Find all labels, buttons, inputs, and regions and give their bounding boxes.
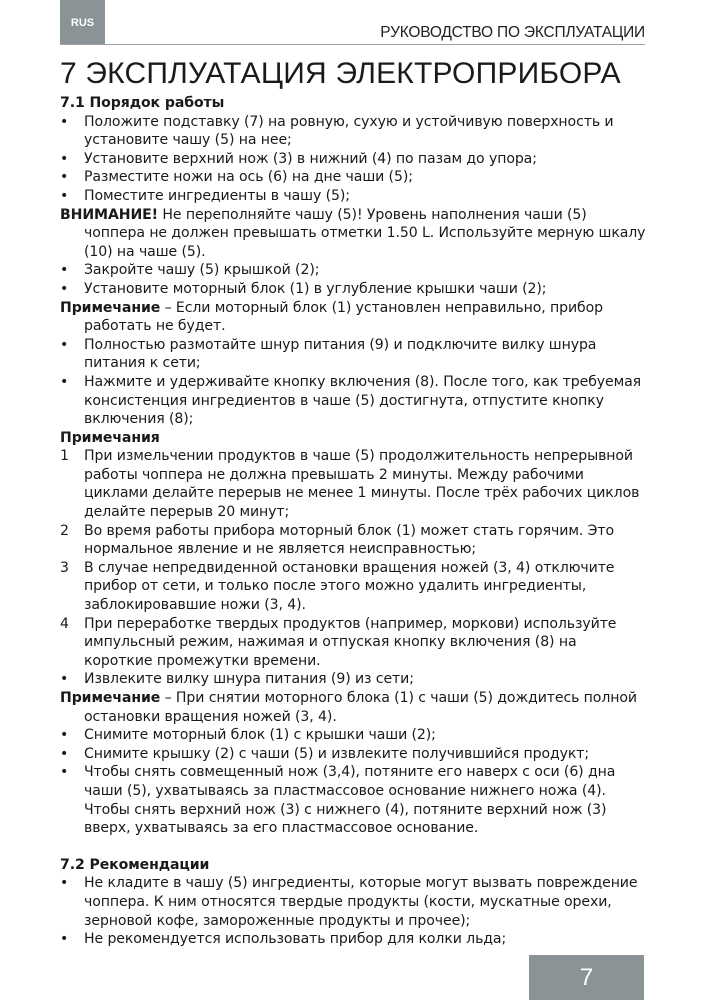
bullet-marker: • <box>60 169 69 186</box>
numbered-note-item <box>60 447 646 521</box>
bullet-marker: • <box>60 373 69 390</box>
warning-text: Не переполняйте чашу (5)! Уровень наполнения чаши (5) чоппера не должен превышать отметки 1.50 L. Используйте мерную шкалу (10) на чаше (5). <box>84 206 646 260</box>
bullet-item <box>60 373 646 429</box>
bullet-text: Не кладите в чашу (5) ингредиенты, которые могут вызвать повреждение чоппера. К ним относятся твердые продукты (кости, мускатные орехи, зерновой кофе, замороженные продукты и прочее); <box>84 875 638 929</box>
page-number-tab <box>529 955 644 1000</box>
bullet-item <box>60 763 646 837</box>
numbered-notes-list <box>60 447 646 670</box>
bullet-list-b <box>60 261 646 298</box>
numbered-note-item <box>60 615 646 671</box>
bullet-item <box>60 187 646 206</box>
language-tab <box>60 0 105 45</box>
section-heading-recommendations: 7.2 Рекомендации <box>60 856 210 873</box>
bullet-item <box>60 280 646 299</box>
note-text-1: – Если моторный блок (1) установлен неправильно, прибор работать не будет. <box>84 299 603 335</box>
bullet-text: Установите моторный блок (1) в углубление крышки чаши (2); <box>84 280 547 297</box>
bullet-item <box>60 336 646 373</box>
note-number: 1 <box>60 448 69 465</box>
bullet-marker: • <box>60 262 69 279</box>
bullet-list-a <box>60 113 646 206</box>
note-text: Во время работы прибора моторный блок (1) может стать горячим. Это нормальное явление и не является неисправностью; <box>84 522 614 558</box>
bullet-text: Поместите ингредиенты в чашу (5); <box>84 187 350 204</box>
bullet-text: Снимите моторный блок (1) с крышки чаши (2); <box>84 727 436 744</box>
bullet-text: Снимите крышку (2) с чаши (5) и извлеките получившийся продукт; <box>84 745 590 762</box>
bullet-item <box>60 113 646 150</box>
note-label-2: Примечание <box>60 690 161 706</box>
notes-heading: Примечания <box>60 429 160 446</box>
bullet-item <box>60 930 646 949</box>
bullet-marker: • <box>60 764 69 781</box>
bullet-marker: • <box>60 187 69 204</box>
note-text: При переработке твердых продуктов (например, моркови) используйте импульсный режим, нажимая и отпуская кнопку включения (8) на короткие промежутки времени. <box>84 615 617 669</box>
warning-label: ВНИМАНИЕ! <box>60 206 159 223</box>
bullet-item <box>60 261 646 280</box>
bullet-marker: • <box>60 280 69 297</box>
note-paragraph-2 <box>60 689 646 726</box>
chapter-title: 7 ЭКСПЛУАТАЦИЯ ЭЛЕКТРОПРИБОРА <box>60 57 621 90</box>
note-number: 4 <box>60 615 69 632</box>
note-number: 2 <box>60 522 69 539</box>
bullet-marker: • <box>60 745 69 762</box>
section-heading-operation: 7.1 Порядок работы <box>60 95 225 111</box>
bullet-marker: • <box>60 113 69 130</box>
bullet-item <box>60 745 646 764</box>
bullet-text: Полностью размотайте шнур питания (9) и подключите вилку шнура питания к сети; <box>84 336 597 372</box>
note-text: При измельчении продуктов в чаше (5) продолжительность непрерывной работы чоппера не должна превышать 2 минуты. Между рабочими циклами делайте перерыв не менее 1 минуты. После трёх рабочих циклов делайте перерыв 20 минут; <box>84 448 640 521</box>
page-content <box>60 94 646 949</box>
bullet-list-c <box>60 336 646 429</box>
bullet-text: Установите верхний нож (3) в нижний (4) по пазам до упора; <box>84 150 537 167</box>
bullet-list-recommendations <box>60 874 646 948</box>
language-label: RUS <box>70 16 95 29</box>
bullet-marker: • <box>60 875 69 892</box>
note-text: В случае непредвиденной остановки вращения ножей (3, 4) отключите прибор от сети, и только после этого можно удалить ингредиенты, заблокировавшие ножи (3, 4). <box>84 559 615 614</box>
bullet-text: Чтобы снять совмещенный нож (3,4), потяните его наверх с оси (6) дна чаши (5), ухватываясь за пластмассовое основание нижнего ножа (4). Чтобы снять верхний нож (3) с нижнего (4), потяните верхний нож (3) вверх, ухватываясь за его пластмассовое основание. <box>84 764 616 837</box>
bullet-text: Извлеките вилку шнура питания (9) из сети; <box>84 671 414 688</box>
bullet-item <box>60 874 646 930</box>
bullet-marker: • <box>60 671 69 688</box>
bullet-text: Не рекомендуется использовать прибор для колки льда; <box>84 931 507 948</box>
bullet-marker: • <box>60 150 69 167</box>
note-text-2: – При снятии моторного блока (1) с чаши (5) дождитесь полной остановки вращения ножей (3, 4). <box>84 690 637 725</box>
bullet-item <box>60 150 646 169</box>
header-title: РУКОВОДСТВО ПО ЭКСПЛУАТАЦИИ <box>380 24 645 41</box>
bullet-item <box>60 670 646 689</box>
bullet-text: Разместите ножи на ось (6) на дне чаши (5); <box>84 169 413 186</box>
header-divider <box>60 44 645 45</box>
warning-paragraph <box>60 206 646 262</box>
bullet-list-e <box>60 726 646 838</box>
bullet-item <box>60 168 646 187</box>
bullet-list-d <box>60 670 646 689</box>
numbered-note-item <box>60 559 646 615</box>
note-label-1: Примечание <box>60 299 161 316</box>
bullet-marker: • <box>60 931 69 948</box>
bullet-marker: • <box>60 336 69 353</box>
note-number: 3 <box>60 559 69 576</box>
bullet-marker: • <box>60 727 69 744</box>
page-number: 7 <box>579 963 594 991</box>
numbered-note-item <box>60 522 646 559</box>
section-spacer <box>60 838 646 856</box>
bullet-text: Закройте чашу (5) крышкой (2); <box>84 262 320 279</box>
bullet-text: Нажмите и удерживайте кнопку включения (8). После того, как требуемая консистенция ингредиентов в чаше (5) достигнута, отпустите кнопку включения (8); <box>84 373 642 428</box>
bullet-text: Положите подставку (7) на ровную, сухую и устойчивую поверхность и установите чашу (5) на нее; <box>84 113 614 149</box>
bullet-item <box>60 726 646 745</box>
note-paragraph-1 <box>60 299 646 336</box>
